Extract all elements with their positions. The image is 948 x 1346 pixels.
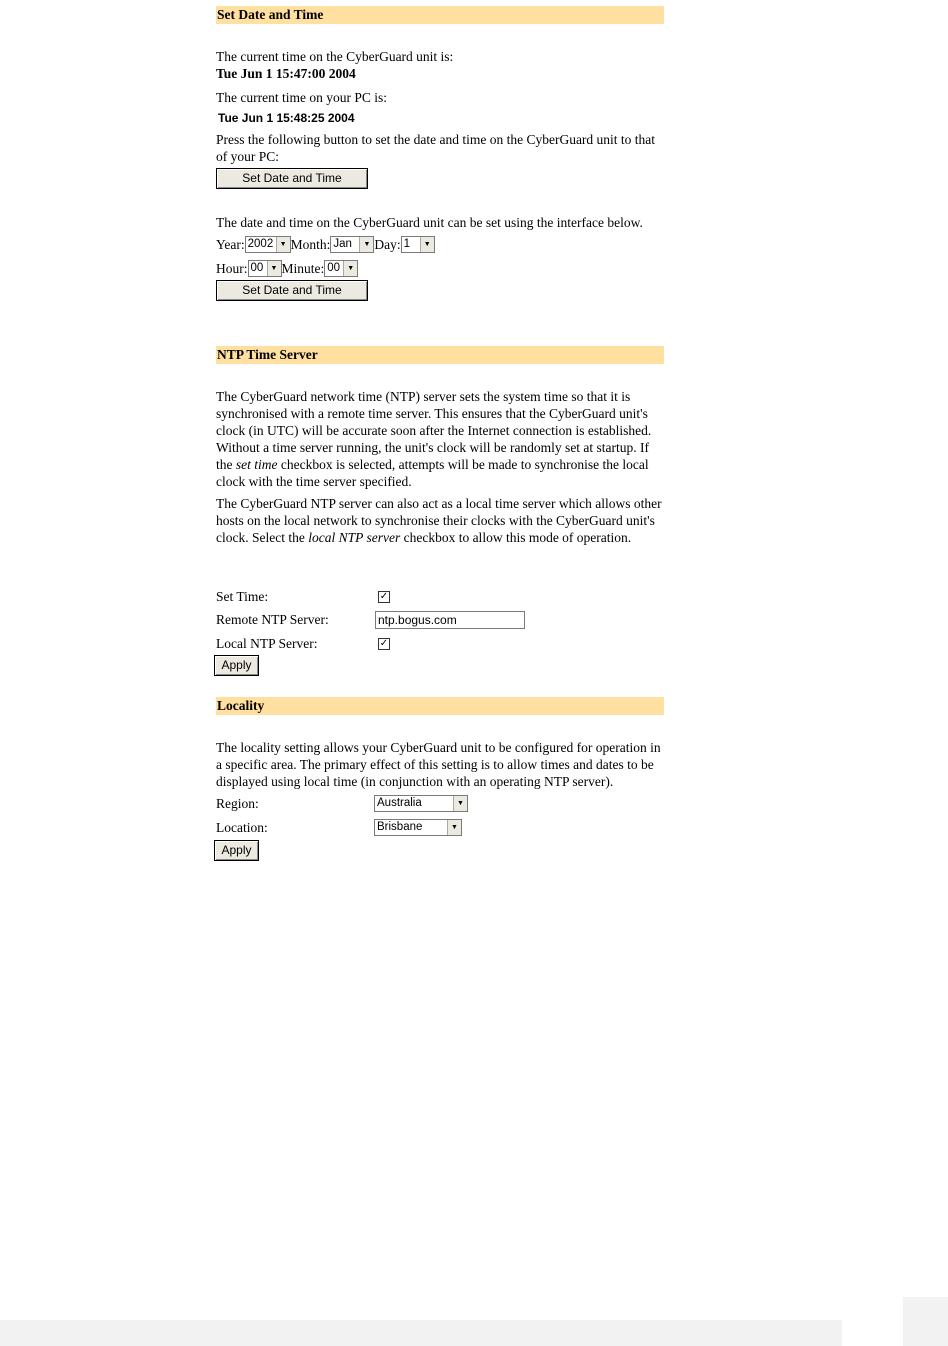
locality-header: Locality <box>216 697 664 715</box>
minute-value: 00 <box>327 262 341 275</box>
location-label: Location: <box>216 820 268 835</box>
ntp-description-2: The CyberGuard NTP server can also act as a local time server which allows other hosts on the local network to synchronise their clocks with the CyberGuard unit's clock. Select the local NTP server checkbox to allow this mode of operation. <box>216 496 662 545</box>
local-ntp-row <box>216 635 662 653</box>
ntp-description-1: The CyberGuard network time (NTP) server sets the system time so that it is synchronised with a remote time server. This ensures that the CyberGuard unit's clock (in UTC) will be accurate soon after the Internet connection is established. Without a time server running, the unit's clock will be randomly set at startup. If the set time checkbox is selected, attempts will be made to synchronise the local clock with the time server specified. <box>216 389 652 489</box>
press-text: Press the following button to set the date and time on the CyberGuard unit to that of your PC: <box>216 132 656 164</box>
set-time-row <box>216 588 662 606</box>
remote-ntp-row <box>216 611 662 631</box>
ntp-apply-button[interactable]: Apply <box>214 655 259 676</box>
location-row <box>216 819 662 837</box>
local-ntp-label: Local NTP Server: <box>216 636 318 651</box>
unit-time-label: The current time on the CyberGuard unit is: <box>216 49 454 64</box>
hour-value: 00 <box>250 262 264 275</box>
location-value: Brisbane <box>377 821 423 833</box>
chevron-down-icon: ▼ <box>276 237 290 252</box>
location-select[interactable] <box>374 819 462 836</box>
unit-time-value: Tue Jun 1 15:47:00 2004 <box>216 66 356 81</box>
pc-time-label: The current time on your PC is: <box>216 90 387 105</box>
month-value: Jan <box>333 238 352 251</box>
hour-label: Hour: <box>216 260 248 276</box>
chevron-down-icon: ▼ <box>420 237 434 252</box>
day-value: 1 <box>403 238 411 251</box>
region-label: Region: <box>216 796 259 811</box>
set-date-header: Set Date and Time <box>216 6 664 24</box>
local-ntp-checkbox[interactable]: ✓ <box>379 638 389 649</box>
set-time-label: Set Time: <box>216 589 269 604</box>
footer-bar <box>0 1320 842 1346</box>
day-label: Day: <box>374 236 401 252</box>
pc-time-value: Tue Jun 1 15:48:25 2004 <box>218 111 355 125</box>
region-row <box>216 795 662 813</box>
set-date-time-pc-button[interactable]: Set Date and Time <box>216 168 368 189</box>
footer-corner <box>903 1297 948 1346</box>
chevron-down-icon: ▼ <box>453 796 467 811</box>
set-time-checkbox[interactable]: ✓ <box>379 591 389 602</box>
locality-apply-button[interactable]: Apply <box>214 840 259 861</box>
minute-select[interactable] <box>324 260 358 277</box>
locality-description: The locality setting allows your CyberGuard unit to be configured for operation in a specific area. The primary effect of this setting is to allow times and dates to be displayed using local time (in conjunction with an operating NTP server). <box>216 740 661 789</box>
region-value: Australia <box>377 797 422 809</box>
chevron-down-icon: ▼ <box>359 237 373 252</box>
month-label: Month: <box>290 236 331 252</box>
date-row <box>216 235 435 253</box>
hour-select[interactable] <box>248 260 282 277</box>
year-select[interactable] <box>245 236 291 253</box>
year-value: 2002 <box>247 238 274 251</box>
remote-ntp-label: Remote NTP Server: <box>216 612 329 627</box>
chevron-down-icon: ▼ <box>447 820 461 835</box>
chevron-down-icon: ▼ <box>343 261 357 276</box>
day-select[interactable] <box>401 236 435 253</box>
region-select[interactable] <box>374 795 468 812</box>
interface-text: The date and time on the CyberGuard unit can be set using the interface below. <box>216 215 643 230</box>
month-select[interactable] <box>330 236 374 253</box>
set-date-time-button[interactable]: Set Date and Time <box>216 280 368 301</box>
remote-ntp-server-input[interactable] <box>375 611 525 629</box>
ntp-header: NTP Time Server <box>216 346 664 364</box>
minute-label: Minute: <box>281 260 325 276</box>
year-label: Year: <box>216 236 245 252</box>
time-row <box>216 259 358 277</box>
chevron-down-icon: ▼ <box>267 261 281 276</box>
